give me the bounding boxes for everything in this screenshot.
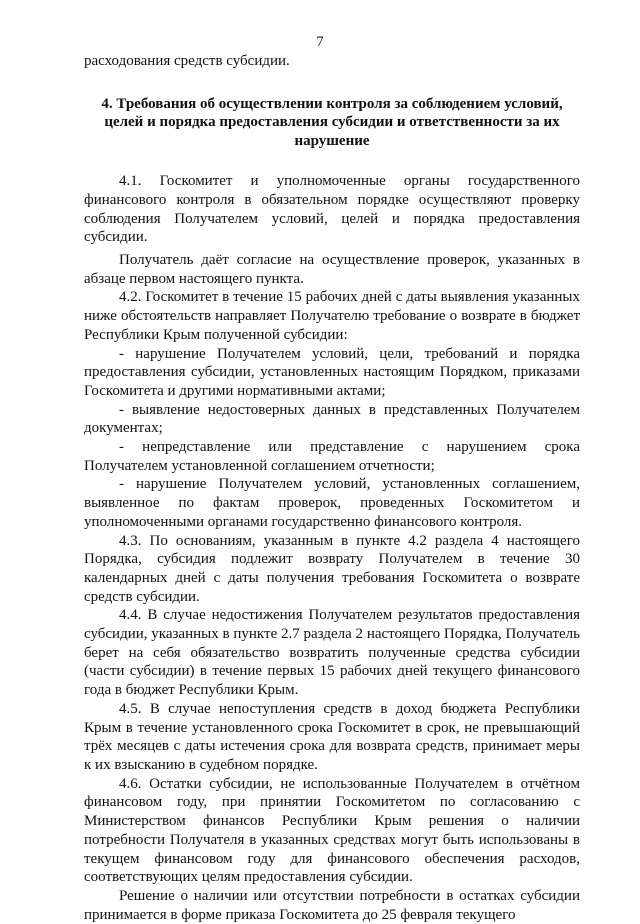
document-body (84, 52, 580, 924)
page-number: 7 (316, 34, 324, 50)
paragraph-4-4: 4.4. В случае недостижения Получателем результатов предоставления субсидии, указанных в пункте 2.7 раздела 2 настоящего Порядка, Получатель берет на себя обязательство возвратить полученные средства субсидии (части субсидии) в течение первых 15 рабочих дней текущего финансового года в бюджет Республики Крым. (84, 607, 580, 699)
paragraph-4-2: 4.2. Госкомитет в течение 15 рабочих дней с даты выявления указанных ниже обстоятельств направляет Получателю требование о возврате в бюджет Республики Крым полученной субсидии: (84, 289, 580, 343)
paragraph-consent: Получатель даёт согласие на осуществление проверок, указанных в абзаце первом настоящего пункта. (84, 252, 580, 287)
list-item-reporting: - непредставление или представление с нарушением срока Получателем установленной соглашением отчетности; (84, 439, 580, 474)
paragraph-4-1: 4.1. Госкомитет и уполномоченные органы государственного финансового контроля в обязательном порядке осуществляют проверку соблюдения Получателем условий, целей и порядка предоставления субсидии. (84, 173, 580, 246)
paragraph-4-6: 4.6. Остатки субсидии, не использованные Получателем в отчётном финансовом году, при принятии Госкомитетом по согласованию с Министерством финансов Республики Крым решения о наличии потребности Получателя в указанных средствах могут быть использованы в текущем финансовом году для финансового обеспечения расходов, соответствующих целям предоставления субсидии. (84, 775, 580, 886)
list-item-violation: - нарушение Получателем условий, цели, требований и порядка предоставления субсидии, установленных настоящим Порядком, приказами Госкомитета и другими нормативными актами; (84, 345, 580, 399)
section-heading: 4. Требования об осуществлении контроля за соблюдением условий, целей и порядка предоставления субсидии и ответственности за их нарушение (101, 95, 563, 149)
paragraph-decision: Решение о наличии или отсутствии потребности в остатках субсидии принимается в форме приказа Госкомитета до 25 февраля текущего (84, 887, 580, 923)
list-item-agreement-violation: - нарушение Получателем условий, установленных соглашением, выявленное по фактам проверок, проведенных Госкомитетом и уполномоченными органами государственно финансового контроля. (84, 476, 580, 530)
paragraph-4-5: 4.5. В случае непоступления средств в доход бюджета Республики Крым в течение установленного срока Госкомитет в срок, не превышающий трёх месяцев с даты истечения срока для возврата средств, принимает меры к их взысканию в судебном порядке. (84, 700, 580, 773)
paragraph-4-3: 4.3. По основаниям, указанным в пункте 4.2 раздела 4 настоящего Порядка, субсидия подлежит возврату Получателем в течение 30 календарных дней с даты получения требования Госкомитета о возврате средств субсидии. (84, 532, 580, 605)
lead-line: расходования средств субсидии. (84, 53, 290, 69)
list-item-false-data: - выявление недостоверных данных в представленных Получателем документах; (84, 401, 580, 437)
